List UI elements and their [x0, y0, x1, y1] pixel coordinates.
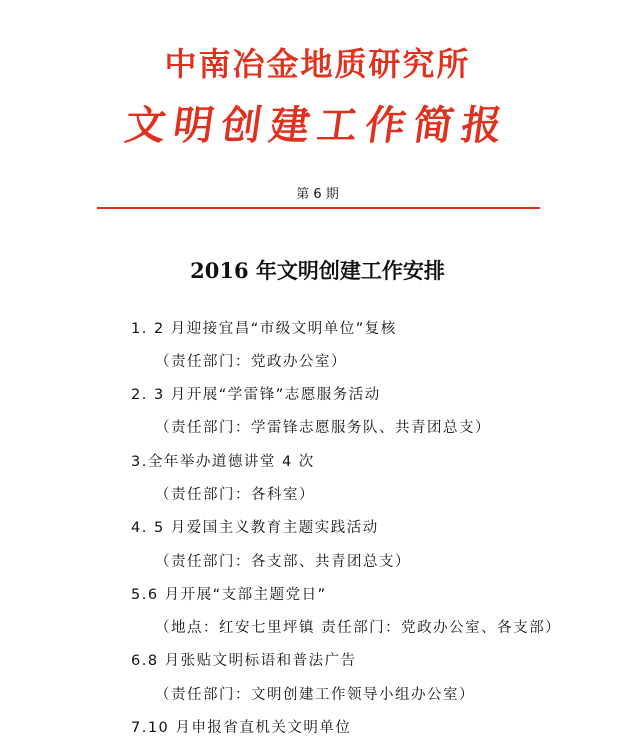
list-item-main: 1. 2 月迎接宜昌“市级文明单位”复核	[131, 321, 397, 337]
list-item-responsibility: （地点：红安七里坪镇 责任部门：党政办公室、各支部）	[155, 620, 562, 636]
list-item-responsibility: （责任部门：文明创建工作领导小组办公室）	[155, 687, 475, 703]
list-item-responsibility: （责任部门：党政办公室）	[155, 354, 347, 370]
list-item-responsibility: （责任部门：学雷锋志愿服务队、共青团总支）	[155, 420, 491, 436]
masthead-divider	[97, 207, 540, 209]
list-item-main: 2. 3 月开展“学雷锋”志愿服务活动	[131, 387, 381, 403]
list-item-responsibility: （责任部门：各科室）	[155, 487, 315, 503]
organization-name: 中南冶金地质研究所	[164, 45, 471, 83]
list-item-responsibility: （责任部门：各支部、共青团总支）	[155, 554, 411, 570]
list-item-main: 6.8 月张贴文明标语和普法广告	[131, 653, 357, 669]
list-item-main: 5.6 月开展“支部主题党日”	[131, 587, 327, 603]
newsletter-title: 文明创建工作简报	[122, 102, 513, 149]
list-item-main: 3.全年举办道德讲堂 4 次	[131, 454, 315, 470]
document-title: 2016 年文明创建工作安排	[190, 258, 445, 283]
list-item-main: 7.10 月申报省直机关文明单位	[131, 720, 352, 736]
issue-number: 第 6 期	[296, 187, 339, 202]
list-item-main: 4. 5 月爱国主义教育主题实践活动	[131, 520, 379, 536]
